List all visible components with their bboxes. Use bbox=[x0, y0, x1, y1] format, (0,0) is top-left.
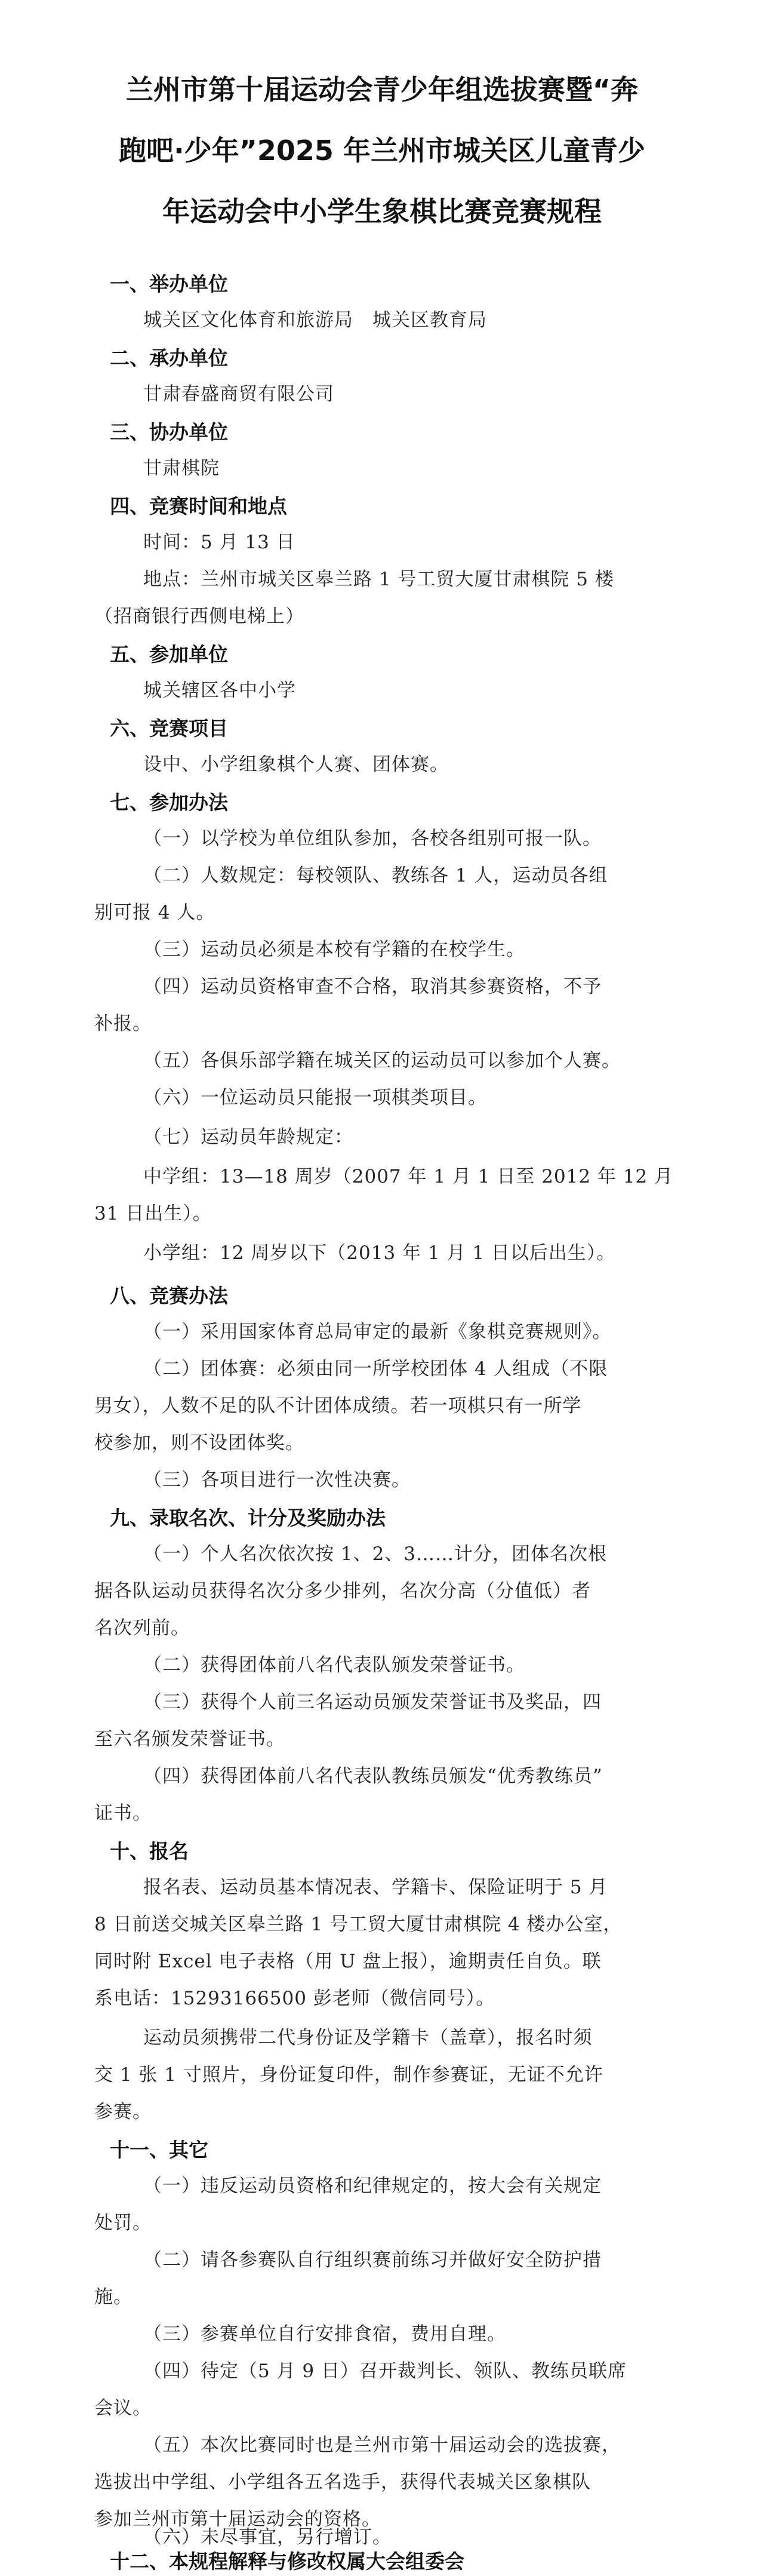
body-line: （二）请各参赛队自行组织赛前练习并做好安全防护措 bbox=[143, 2249, 602, 2271]
body-line: 时间：5 月 13 日 bbox=[143, 532, 295, 553]
body-line: （七）运动员年龄规定： bbox=[143, 1126, 353, 1148]
section-heading: 八、竞赛办法 bbox=[110, 1284, 228, 1307]
body-line: 设中、小学组象棋个人赛、团体赛。 bbox=[143, 754, 449, 775]
body-line: （二）团体赛：必须由同一所学校团体 4 人组成（不限 bbox=[143, 1358, 608, 1380]
body-line: 系电话：15293166500 彭老师（微信同号）。 bbox=[94, 1988, 495, 2009]
body-line: （四）待定（5 月 9 日）召开裁判长、领队、教练员联席 bbox=[143, 2360, 627, 2382]
body-line: 选拔出中学组、小学组各五名选手，获得代表城关区象棋队 bbox=[94, 2471, 591, 2493]
body-line: 参赛。 bbox=[94, 2101, 152, 2123]
body-line: 据各队运动员获得名次分多少排列，名次分高（分值低）者 bbox=[94, 1580, 591, 1602]
body-line: 校参加，则不设团体奖。 bbox=[94, 1432, 304, 1454]
document-title-line-1: 兰州市第十届运动会青少年组选拔赛暨“奔 bbox=[125, 73, 639, 106]
body-line: （三）各项目进行一次性决赛。 bbox=[143, 1469, 411, 1491]
body-line: 城关区文化体育和旅游局 城关区教育局 bbox=[143, 309, 487, 331]
body-line: （六）未尽事宜，另行增订。 bbox=[143, 2526, 392, 2548]
body-line: 小学组：12 周岁以下（2013 年 1 月 1 日以后出生）。 bbox=[143, 1242, 616, 1264]
body-line: 甘肃棋院 bbox=[143, 458, 220, 479]
body-line: 中学组：13—18 周岁（2007 年 1 月 1 日至 2012 年 12 月 bbox=[143, 1166, 674, 1187]
body-line: 名次列前。 bbox=[94, 1617, 190, 1639]
body-line: （四）运动员资格审查不合格，取消其参赛资格，不予 bbox=[143, 976, 602, 997]
body-line: 31 日出生）。 bbox=[94, 1203, 212, 1224]
section-heading: 七、参加办法 bbox=[110, 791, 228, 814]
body-line: （二）获得团体前八名代表队颁发荣誉证书。 bbox=[143, 1654, 525, 1676]
body-line: （四）获得团体前八名代表队教练员颁发“优秀教练员” bbox=[143, 1766, 603, 1787]
body-line: 城关辖区各中小学 bbox=[143, 680, 296, 701]
section-heading: 六、竞赛项目 bbox=[110, 717, 228, 740]
body-line: （一）采用国家体育总局审定的最新《象棋竞赛规则》。 bbox=[143, 1321, 612, 1343]
body-line: （二）人数规定：每校领队、教练各 1 人，运动员各组 bbox=[143, 865, 608, 886]
document-title-line-2: 跑吧·少年”2025 年兰州市城关区儿童青少 bbox=[119, 134, 645, 167]
body-line: 男女），人数不足的队不计团体成绩。若一项棋只有一所学 bbox=[94, 1395, 582, 1417]
body-line: （五）各俱乐部学籍在城关区的运动员可以参加个人赛。 bbox=[143, 1050, 621, 1071]
section-heading: 三、协办单位 bbox=[110, 420, 228, 444]
section-heading: 十、报名 bbox=[110, 1840, 189, 1863]
body-line: 至六名颁发荣誉证书。 bbox=[94, 1728, 285, 1750]
section-heading: 十二、本规程解释与修改权属大会组委会 bbox=[110, 2550, 464, 2573]
body-line: （三）参赛单位自行安排食宿，费用自理。 bbox=[143, 2323, 506, 2345]
section-heading: 四、竞赛时间和地点 bbox=[110, 495, 287, 518]
body-line: 报名表、运动员基本情况表、学籍卡、保险证明于 5 月 bbox=[143, 1877, 608, 1898]
body-line: （三）运动员必须是本校有学籍的在校学生。 bbox=[143, 939, 525, 960]
body-line: （六）一位运动员只能报一项棋类项目。 bbox=[143, 1087, 487, 1109]
body-line: 施。 bbox=[94, 2286, 133, 2308]
section-heading: 五、参加单位 bbox=[110, 643, 228, 666]
body-line: 处罚。 bbox=[94, 2212, 152, 2234]
body-line: 证书。 bbox=[94, 1803, 152, 1824]
body-line: 甘肃春盛商贸有限公司 bbox=[143, 383, 334, 405]
body-line: 别可报 4 人。 bbox=[94, 902, 215, 923]
section-heading: 九、录取名次、计分及奖励办法 bbox=[110, 1506, 386, 1530]
body-line: （五）本次比赛同时也是兰州市第十届运动会的选拔赛， bbox=[143, 2434, 621, 2456]
body-line: （招商银行西侧电梯上） bbox=[94, 606, 304, 627]
body-line: （一）以学校为单位组队参加，各校各组别可报一队。 bbox=[143, 828, 602, 849]
body-line: （一）违反运动员资格和纪律规定的，按大会有关规定 bbox=[143, 2175, 602, 2197]
body-line: （三）获得个人前三名运动员颁发荣誉证书及奖品，四 bbox=[143, 1691, 602, 1713]
body-line: 参加兰州市第十届运动会的资格。 bbox=[94, 2509, 381, 2530]
body-line: （一）个人名次依次按 1、2、3……计分，团体名次根 bbox=[143, 1543, 608, 1565]
body-line: 地点：兰州市城关区皋兰路 1 号工贸大厦甘肃棋院 5 楼 bbox=[143, 569, 614, 590]
document-title-line-3: 年运动会中小学生象棋比赛竞赛规程 bbox=[162, 195, 602, 228]
section-heading: 十一、其它 bbox=[110, 2138, 208, 2161]
section-heading: 一、举办单位 bbox=[110, 272, 228, 296]
body-line: 同时附 Excel 电子表格（用 U 盘上报），逾期责任自负。联 bbox=[94, 1951, 602, 1972]
body-line: 8 日前送交城关区皋兰路 1 号工贸大厦甘肃棋院 4 楼办公室， bbox=[94, 1914, 623, 1935]
body-line: 补报。 bbox=[94, 1013, 152, 1034]
body-line: 交 1 张 1 寸照片，身份证复印件，制作参赛证，无证不允许 bbox=[94, 2064, 603, 2086]
body-line: 运动员须携带二代身份证及学籍卡（盖章），报名时须 bbox=[143, 2027, 593, 2049]
body-line: 会议。 bbox=[94, 2397, 152, 2419]
section-heading: 二、承办单位 bbox=[110, 346, 228, 370]
